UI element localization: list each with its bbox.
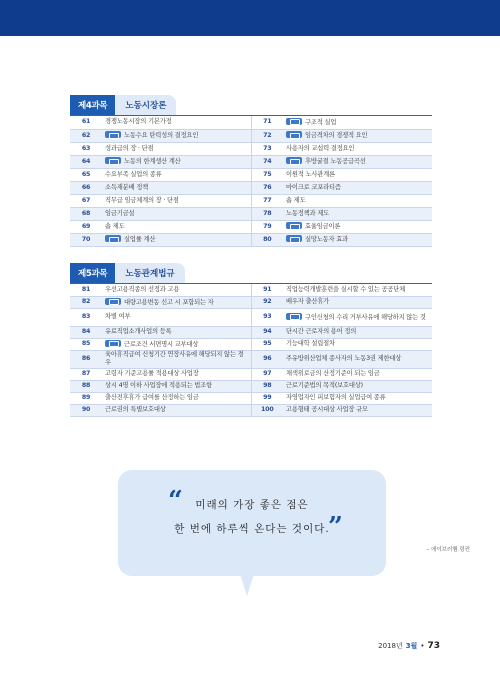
topic-title: 기능대학 설립절차 (286, 340, 335, 347)
topic-cell (102, 368, 251, 380)
topic-number: 79 (251, 220, 283, 233)
topic-number: 84 (70, 326, 102, 338)
topic-title: 구조적 실업 (305, 118, 337, 126)
topic-table (70, 116, 432, 247)
topic-title: 유료직업소개사업의 등록 (105, 328, 172, 335)
topic-cell (102, 116, 251, 129)
topic-cell (102, 296, 251, 308)
topic-number: 66 (70, 181, 102, 194)
topic-cell (102, 155, 251, 168)
table-row (70, 194, 432, 207)
topic-number: 76 (251, 181, 283, 194)
topic-number: 61 (70, 116, 102, 129)
topic-title: 임금격차의 경쟁적 요인 (305, 132, 368, 139)
topic-title: 직무급 임금체계의 장 · 단점 (105, 196, 179, 204)
table-row (70, 207, 432, 220)
topic-table (70, 284, 432, 417)
topic-title: 차별 여부 (105, 313, 131, 320)
topic-cell (102, 142, 251, 155)
section-title: 노동시장론 (115, 95, 176, 115)
table-row (70, 308, 432, 326)
book-icon (105, 157, 121, 164)
topic-number: 65 (70, 168, 102, 181)
book-icon (286, 118, 302, 125)
topic-number: 63 (70, 142, 102, 155)
table-row (70, 155, 432, 168)
topic-cell (102, 194, 251, 207)
topic-number: 99 (251, 392, 283, 404)
topic-number: 62 (70, 129, 102, 142)
book-icon (105, 235, 121, 242)
table-row (70, 392, 432, 404)
topic-cell (102, 233, 251, 246)
top-banner (0, 0, 500, 36)
topic-title: 대량고용변동 신고 시 포함되는 자 (124, 298, 214, 306)
topic-cell (283, 284, 432, 296)
topic-cell (102, 308, 251, 326)
section-tag: 제5과목 (70, 263, 115, 283)
section-tag: 제4과목 (70, 95, 115, 115)
book-icon (105, 340, 121, 347)
topic-title: 고용형태 공시대상 사업장 규모 (286, 406, 368, 413)
table-row (70, 296, 432, 308)
quote-box (118, 470, 386, 576)
page-number: 73 (427, 641, 440, 651)
topic-cell (102, 404, 251, 416)
topic-number: 94 (251, 326, 283, 338)
topic-title: 경쟁노동시장의 기본가정 (105, 118, 172, 126)
topic-title: 우선고용직종의 선정과 고용 (105, 285, 180, 293)
topic-cell (283, 380, 432, 392)
table-row (70, 350, 432, 368)
topic-number: 67 (70, 194, 102, 207)
table-row (70, 404, 432, 416)
topic-title: 소득재분배 정책 (105, 183, 148, 191)
topic-cell (283, 116, 432, 129)
topic-title: 성과급의 장 · 단점 (105, 144, 154, 152)
topic-number: 80 (251, 233, 283, 246)
topic-title: 출산전후휴가 급여를 산정하는 임금 (105, 394, 199, 401)
table-row (70, 368, 432, 380)
table-row (70, 338, 432, 350)
footer-issue: 3월 (405, 642, 418, 650)
book-icon (286, 235, 302, 242)
topic-cell (102, 326, 251, 338)
topic-title: 노동정책과 제도 (286, 209, 329, 217)
table-row (70, 233, 432, 246)
topic-cell (102, 392, 251, 404)
topic-number: 82 (70, 296, 102, 308)
topic-cell (283, 368, 432, 380)
table-row (70, 220, 432, 233)
topic-title: 단시간 근로자의 용어 정의 (286, 328, 357, 335)
quote-line-2: 한 번에 하루씩 온다는 것이다. (174, 523, 330, 535)
topic-number: 69 (70, 220, 102, 233)
section-header (70, 263, 432, 284)
topic-cell (102, 284, 251, 296)
quote-author: – 에이브러햄 링컨 (426, 547, 470, 553)
section-title: 노동관계법규 (115, 263, 184, 283)
topic-title: 숍 제도 (105, 222, 125, 230)
topic-cell (102, 380, 251, 392)
topic-cell (283, 308, 432, 326)
topic-number: 85 (70, 338, 102, 350)
table-row (70, 129, 432, 142)
close-quote-icon: ” (328, 512, 343, 542)
topic-cell (283, 168, 432, 181)
topic-number: 81 (70, 284, 102, 296)
topic-cell (283, 350, 432, 368)
table-row (70, 181, 432, 194)
topic-number: 97 (251, 368, 283, 380)
quote-tail (240, 574, 254, 596)
table-row (70, 142, 432, 155)
topic-number: 91 (251, 284, 283, 296)
book-icon (286, 313, 302, 320)
topic-number: 77 (251, 194, 283, 207)
topic-cell (283, 181, 432, 194)
topic-number: 90 (70, 404, 102, 416)
topic-number: 86 (70, 350, 102, 368)
topic-number: 64 (70, 155, 102, 168)
topic-title: 숍 제도 (286, 196, 306, 204)
topic-number: 78 (251, 207, 283, 220)
topic-title: 마이크로 코포라티즘 (286, 183, 341, 191)
topic-title: 후방굴절 노동공급곡선 (305, 158, 366, 165)
table-row (70, 380, 432, 392)
topic-cell (102, 207, 251, 220)
topic-cell (283, 233, 432, 246)
topic-title: 자영업자인 피보험자의 실업급여 종류 (286, 394, 386, 401)
table-row (70, 168, 432, 181)
book-icon (105, 131, 121, 138)
topic-number: 100 (251, 404, 283, 416)
topic-title: 고령자 기준고용률 적용대상 사업장 (105, 370, 199, 377)
topic-title: 직업능력개발훈련을 실시할 수 있는 공공단체 (286, 285, 405, 293)
topic-cell (102, 350, 251, 368)
topic-title: 상시 4명 이하 사업장에 적용되는 법조항 (105, 382, 212, 389)
topic-title: 구인신청의 수리 거부사유에 해당하지 않는 것 (305, 313, 426, 321)
topic-cell (283, 296, 432, 308)
topic-number: 74 (251, 155, 283, 168)
section-labor-law (70, 263, 432, 417)
footer-separator: • (420, 642, 425, 650)
topic-number: 87 (70, 368, 102, 380)
topic-number: 98 (251, 380, 283, 392)
topic-title: 노동수요 탄력성의 결정요인 (124, 132, 199, 139)
topic-title: 육아휴직급여 신청기간 연장사유에 해당되지 않는 경우 (105, 351, 244, 366)
topic-number: 71 (251, 116, 283, 129)
topic-cell (283, 194, 432, 207)
quote-line-1: 미래의 가장 좋은 점은 (195, 499, 309, 511)
section-header (70, 95, 432, 116)
topic-title: 근로기준법의 목적(보호대상) (286, 382, 363, 389)
topic-number: 89 (70, 392, 102, 404)
topic-title: 수요부족 실업의 종류 (105, 170, 162, 178)
topic-title: 노동의 한계생산 계산 (124, 158, 181, 165)
open-quote-icon: “ (168, 486, 183, 516)
topic-title: 사용자의 교섭력 결정요인 (286, 144, 355, 152)
topic-cell (283, 220, 432, 233)
topic-title: 실망노동자 효과 (305, 236, 348, 243)
topic-title: 근로조건 서면명시 교부대상 (124, 340, 199, 348)
topic-cell (283, 326, 432, 338)
section-labor-market (70, 95, 432, 247)
book-icon (105, 298, 121, 305)
topic-cell (102, 168, 251, 181)
topic-number: 68 (70, 207, 102, 220)
topic-cell (283, 155, 432, 168)
topic-title: 근로권의 특별보호대상 (105, 406, 166, 413)
topic-number: 95 (251, 338, 283, 350)
footer-year: 2018년 (378, 642, 403, 650)
topic-title: 배우자 출산휴가 (286, 298, 329, 305)
table-row (70, 116, 432, 129)
topic-title: 주유방위산업체 종사자의 노동3권 제한대상 (286, 355, 402, 362)
table-row (70, 284, 432, 296)
book-icon (286, 157, 302, 164)
topic-cell (102, 338, 251, 350)
topic-cell (283, 392, 432, 404)
topic-cell (102, 129, 251, 142)
book-icon (286, 222, 302, 229)
page-footer (378, 641, 440, 651)
topic-number: 75 (251, 168, 283, 181)
topic-cell (283, 207, 432, 220)
table-row (70, 326, 432, 338)
topic-number: 73 (251, 142, 283, 155)
topic-cell (283, 129, 432, 142)
topic-cell (283, 338, 432, 350)
topic-title: 효율임금이론 (305, 223, 341, 230)
topic-number: 96 (251, 350, 283, 368)
topic-cell (102, 181, 251, 194)
book-icon (286, 131, 302, 138)
topic-title: 실업률 계산 (124, 236, 156, 243)
topic-number: 88 (70, 380, 102, 392)
topic-title: 이원적 노사관계론 (286, 170, 335, 178)
topic-cell (283, 142, 432, 155)
topic-number: 92 (251, 296, 283, 308)
topic-title: 채색위로금의 산정기준이 되는 임금 (286, 370, 380, 377)
topic-number: 72 (251, 129, 283, 142)
topic-number: 83 (70, 308, 102, 326)
topic-title: 임금기금설 (105, 209, 135, 217)
topic-number: 93 (251, 308, 283, 326)
topic-cell (102, 220, 251, 233)
topic-number: 70 (70, 233, 102, 246)
topic-cell (283, 404, 432, 416)
